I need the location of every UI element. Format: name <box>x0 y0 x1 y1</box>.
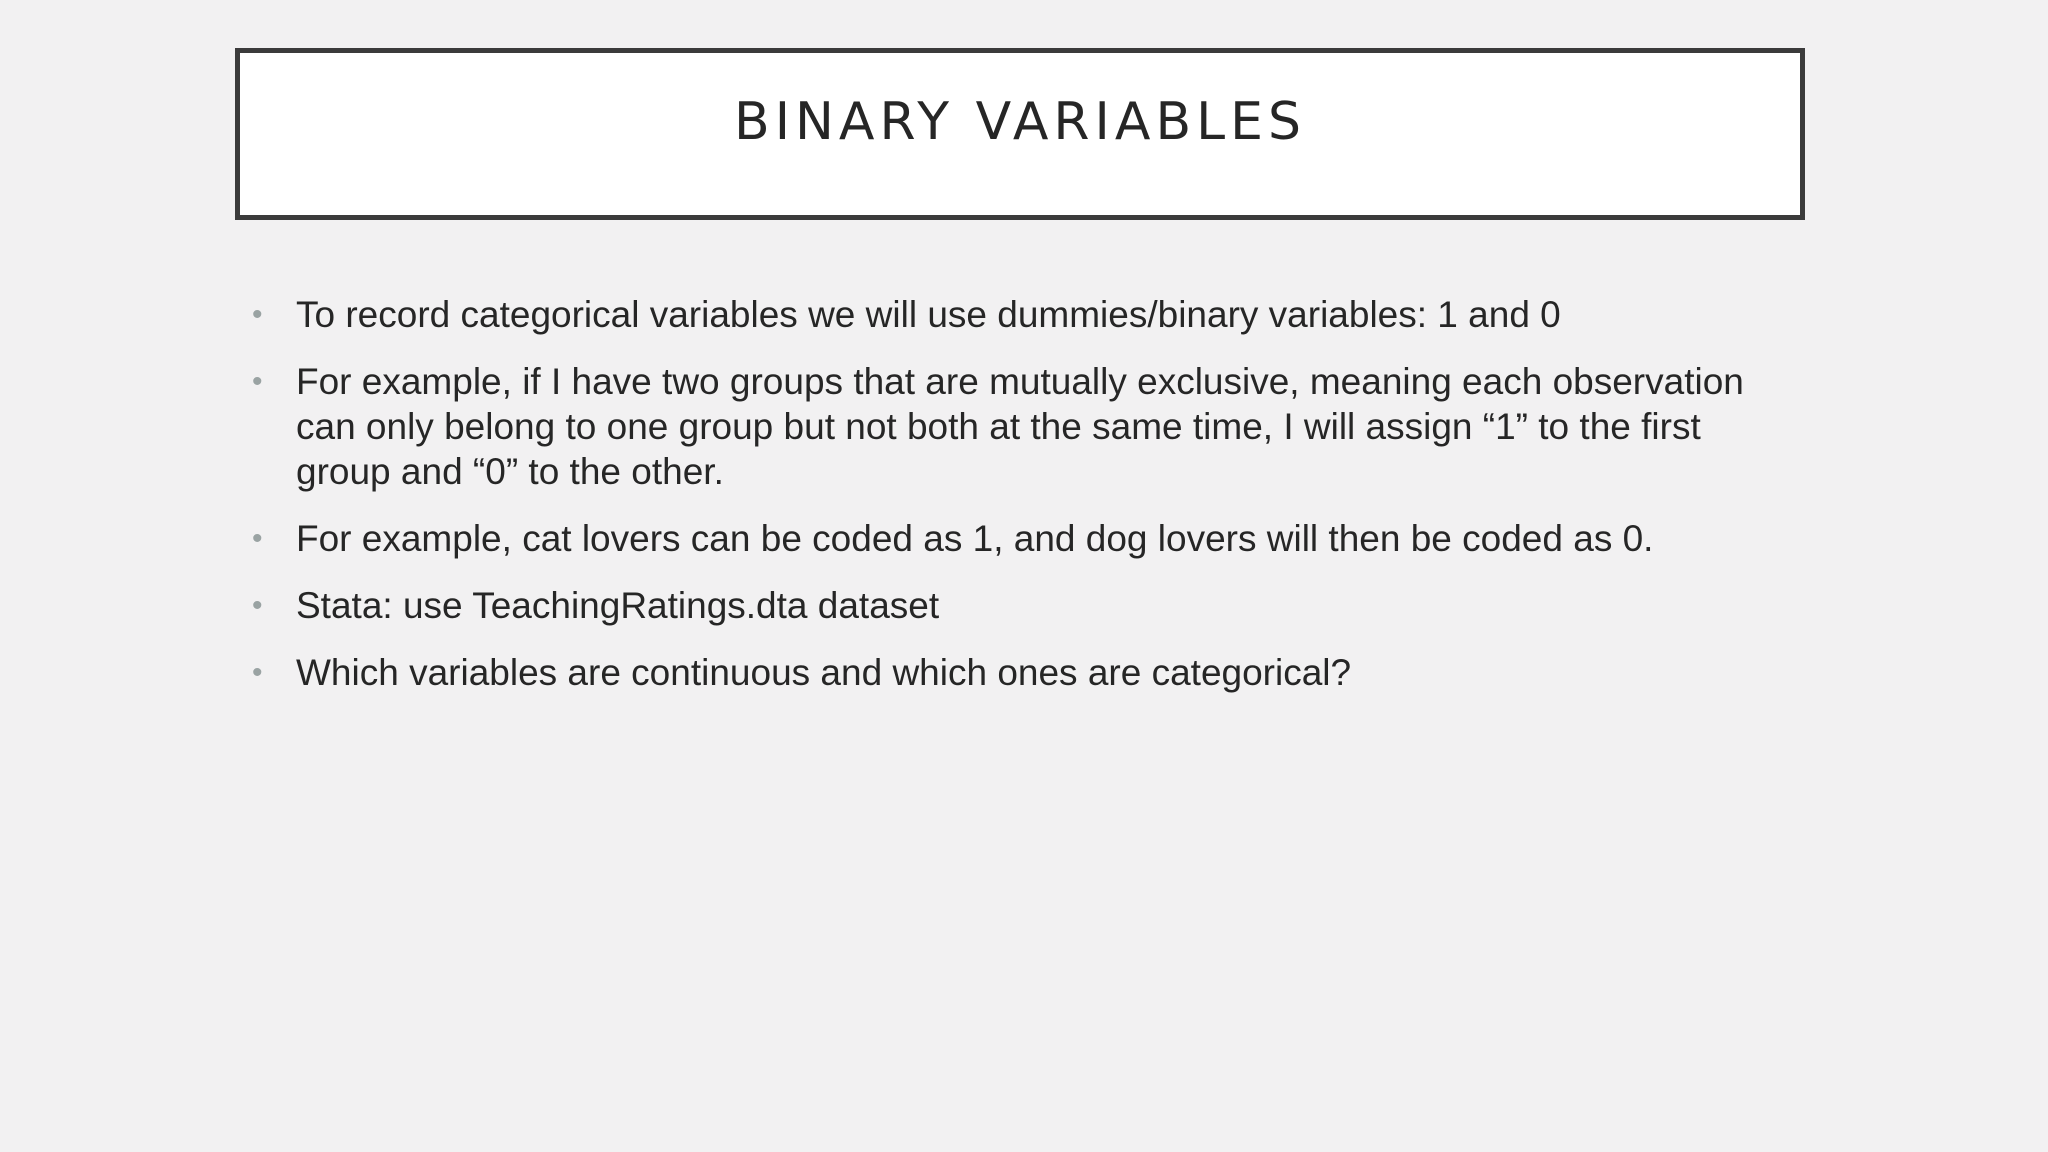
bullet-text: Stata: use TeachingRatings.dta dataset <box>296 585 940 626</box>
bullet-item <box>252 359 1792 494</box>
bullet-list <box>252 292 1792 717</box>
bullet-item <box>252 292 1792 337</box>
bullet-marker: • <box>252 589 263 622</box>
bullet-marker: • <box>252 656 263 689</box>
bullet-marker: • <box>252 298 263 331</box>
title-box <box>235 48 1805 220</box>
bullet-marker: • <box>252 522 263 555</box>
bullet-marker: • <box>252 365 263 398</box>
bullet-text: Which variables are continuous and which ones are categorical? <box>296 652 1352 693</box>
bullet-item <box>252 583 1792 628</box>
bullet-item <box>252 650 1792 695</box>
bullet-text: For example, if I have two groups that are mutually exclusive, meaning each observation can only belong to one group but not both at the same time, I will assign “1” to the first group and “0” to the other. <box>296 361 1744 492</box>
slide-title: BINARY VARIABLES <box>734 92 1306 152</box>
bullet-text: For example, cat lovers can be coded as 1, and dog lovers will then be coded as 0. <box>296 518 1654 559</box>
bullet-item <box>252 516 1792 561</box>
bullet-text: To record categorical variables we will use dummies/binary variables: 1 and 0 <box>296 294 1561 335</box>
